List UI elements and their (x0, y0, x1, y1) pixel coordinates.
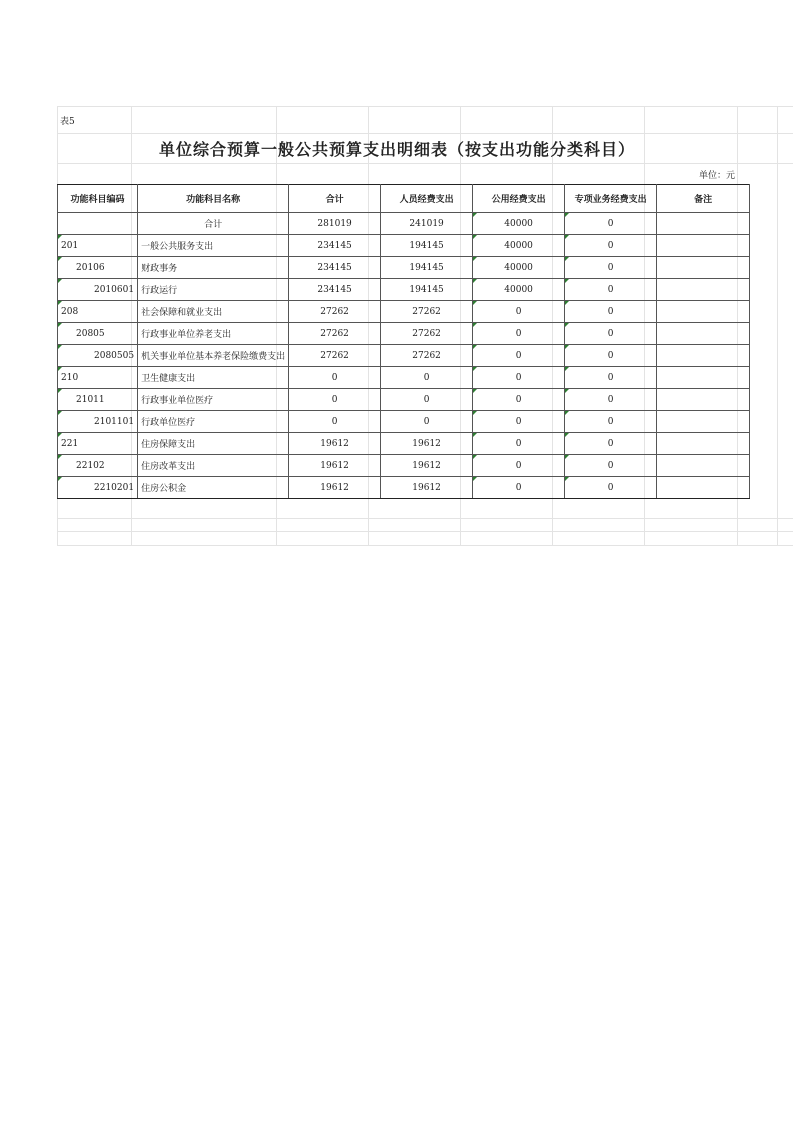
cell-note (657, 279, 750, 301)
table-row (58, 455, 750, 477)
cell-public: 40000 (473, 257, 565, 279)
sheet-label: 表5 (60, 117, 75, 127)
cell-name: 住房改革支出 (138, 455, 289, 477)
cell-public: 0 (473, 455, 565, 477)
cell-total: 19612 (289, 433, 381, 455)
cell-name: 行政运行 (138, 279, 289, 301)
table-row (58, 345, 750, 367)
grid-line (777, 106, 778, 546)
cell-total: 234145 (289, 257, 381, 279)
header-code: 功能科目编码 (58, 185, 138, 213)
cell-special: 0 (565, 279, 657, 301)
header-personnel: 人员经费支出 (381, 185, 473, 213)
table-row (58, 213, 750, 235)
cell-note (657, 433, 750, 455)
cell-code: 210 (58, 367, 138, 389)
cell-total: 234145 (289, 279, 381, 301)
cell-total: 0 (289, 367, 381, 389)
cell-name: 行政单位医疗 (138, 411, 289, 433)
cell-code: 20106 (58, 257, 138, 279)
cell-public: 0 (473, 389, 565, 411)
cell-code: 201 (58, 235, 138, 257)
cell-special: 0 (565, 323, 657, 345)
grid-line (57, 133, 793, 134)
cell-special: 0 (565, 389, 657, 411)
cell-code: 221 (58, 433, 138, 455)
table-row (58, 257, 750, 279)
cell-note (657, 257, 750, 279)
cell-total: 27262 (289, 301, 381, 323)
cell-public: 40000 (473, 213, 565, 235)
cell-note (657, 301, 750, 323)
cell-code: 2080505 (58, 345, 138, 367)
table-row (58, 323, 750, 345)
cell-code: 208 (58, 301, 138, 323)
budget-table (57, 184, 750, 499)
cell-total: 281019 (289, 213, 381, 235)
cell-public: 0 (473, 367, 565, 389)
header-total: 合计 (289, 185, 381, 213)
cell-note (657, 235, 750, 257)
table-row (58, 301, 750, 323)
cell-total: 19612 (289, 477, 381, 499)
cell-personnel: 19612 (381, 477, 473, 499)
table-row (58, 389, 750, 411)
header-name: 功能科目名称 (138, 185, 289, 213)
cell-total: 19612 (289, 455, 381, 477)
cell-name: 行政事业单位养老支出 (138, 323, 289, 345)
cell-total: 27262 (289, 345, 381, 367)
cell-code: 2101101 (58, 411, 138, 433)
cell-personnel: 19612 (381, 455, 473, 477)
cell-personnel: 27262 (381, 301, 473, 323)
cell-public: 0 (473, 411, 565, 433)
cell-personnel: 0 (381, 411, 473, 433)
cell-name: 行政事业单位医疗 (138, 389, 289, 411)
cell-name: 一般公共服务支出 (138, 235, 289, 257)
cell-special: 0 (565, 345, 657, 367)
cell-personnel: 0 (381, 367, 473, 389)
cell-personnel: 19612 (381, 433, 473, 455)
cell-public: 0 (473, 301, 565, 323)
cell-personnel: 241019 (381, 213, 473, 235)
cell-public: 40000 (473, 235, 565, 257)
cell-note (657, 213, 750, 235)
cell-name: 合计 (138, 213, 289, 235)
cell-note (657, 411, 750, 433)
cell-code: 21011 (58, 389, 138, 411)
cell-note (657, 389, 750, 411)
header-note: 备注 (657, 185, 750, 213)
cell-special: 0 (565, 433, 657, 455)
cell-name: 住房保障支出 (138, 433, 289, 455)
table-row (58, 477, 750, 499)
header-row (58, 185, 750, 213)
cell-personnel: 27262 (381, 323, 473, 345)
grid-line (57, 518, 793, 519)
cell-note (657, 455, 750, 477)
cell-note (657, 367, 750, 389)
cell-special: 0 (565, 235, 657, 257)
cell-personnel: 27262 (381, 345, 473, 367)
cell-name: 机关事业单位基本养老保险缴费支出 (138, 345, 289, 367)
cell-total: 0 (289, 389, 381, 411)
cell-personnel: 194145 (381, 235, 473, 257)
grid-line (57, 531, 793, 532)
cell-public: 0 (473, 345, 565, 367)
cell-name: 财政事务 (138, 257, 289, 279)
cell-name: 卫生健康支出 (138, 367, 289, 389)
table-row (58, 279, 750, 301)
cell-personnel: 194145 (381, 279, 473, 301)
grid-line (57, 163, 793, 164)
cell-name: 住房公积金 (138, 477, 289, 499)
grid-line (57, 106, 793, 107)
cell-personnel: 194145 (381, 257, 473, 279)
table-row (58, 367, 750, 389)
cell-personnel: 0 (381, 389, 473, 411)
cell-note (657, 323, 750, 345)
cell-code: 20805 (58, 323, 138, 345)
cell-code: 22102 (58, 455, 138, 477)
cell-public: 0 (473, 477, 565, 499)
table-row (58, 411, 750, 433)
cell-special: 0 (565, 301, 657, 323)
header-public: 公用经费支出 (473, 185, 565, 213)
cell-code (58, 213, 138, 235)
cell-special: 0 (565, 455, 657, 477)
cell-special: 0 (565, 367, 657, 389)
cell-total: 234145 (289, 235, 381, 257)
cell-note (657, 477, 750, 499)
grid-line (57, 545, 793, 546)
cell-name: 社会保障和就业支出 (138, 301, 289, 323)
cell-special: 0 (565, 257, 657, 279)
cell-code: 2010601 (58, 279, 138, 301)
header-special: 专项业务经费支出 (565, 185, 657, 213)
cell-public: 0 (473, 433, 565, 455)
cell-special: 0 (565, 477, 657, 499)
cell-note (657, 345, 750, 367)
cell-total: 0 (289, 411, 381, 433)
table-row (58, 235, 750, 257)
cell-special: 0 (565, 411, 657, 433)
page-title: 单位综合预算一般公共预算支出明细表（按支出功能分类科目） (158, 140, 635, 159)
cell-special: 0 (565, 213, 657, 235)
cell-code: 2210201 (58, 477, 138, 499)
cell-public: 0 (473, 323, 565, 345)
table-row (58, 433, 750, 455)
unit-label: 单位：元 (698, 171, 735, 181)
cell-total: 27262 (289, 323, 381, 345)
cell-public: 40000 (473, 279, 565, 301)
